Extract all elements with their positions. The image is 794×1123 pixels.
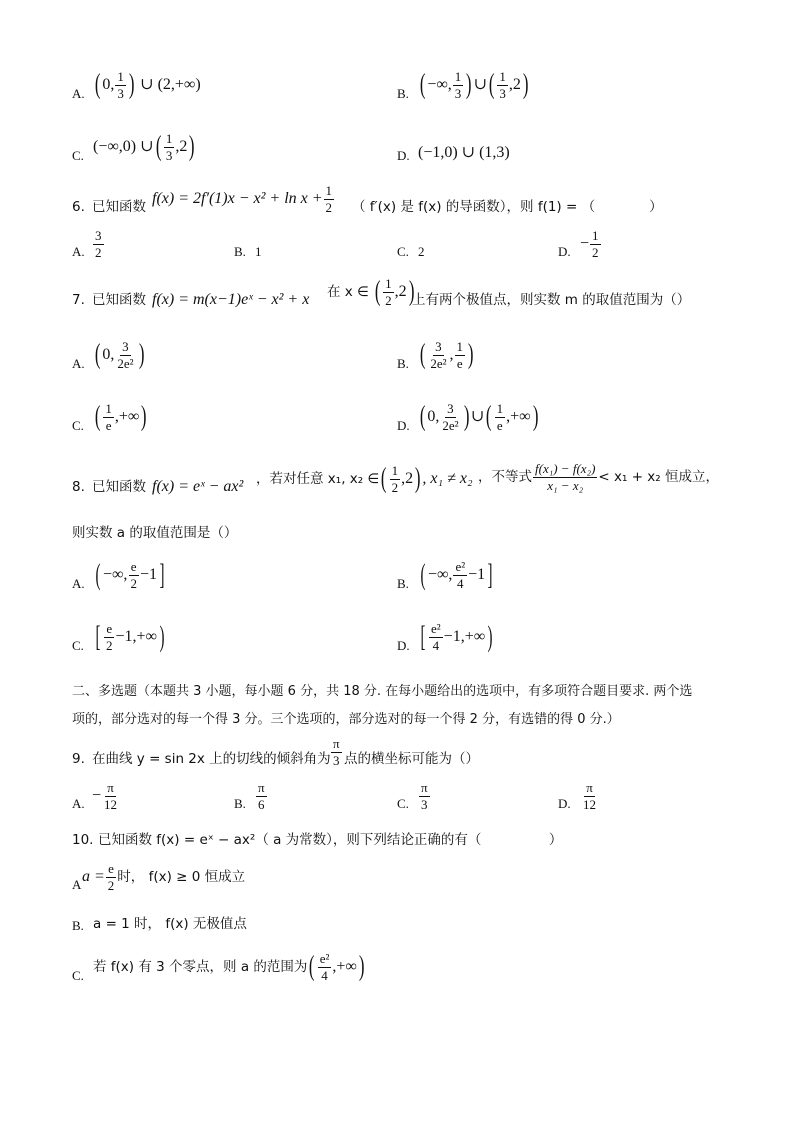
- q9-stem-a: 在曲线 y = sin 2x 上的切线的倾斜角为: [92, 751, 331, 767]
- q9-angle: $\frac{\pi}{3}$: [333, 736, 340, 768]
- q7-option-d-label: D.: [397, 418, 410, 433]
- q6-option-d: − $\frac{1}{2}$: [580, 228, 599, 260]
- q7-number: 7.: [72, 292, 85, 308]
- q8-option-a: ( −∞, $\frac{e}{2}$ −1]: [95, 558, 165, 592]
- q7-option-b-label: B.: [397, 356, 409, 371]
- q10-option-b: a = 1 时， f(x) 无极值点: [93, 916, 247, 932]
- q10-option-a-label: A: [72, 877, 82, 892]
- q6-option-c: 2: [418, 244, 425, 259]
- q8-stem-prefix: 已知函数: [92, 479, 146, 495]
- q8-option-a-label: A.: [72, 576, 85, 591]
- q9-option-c-label: C.: [397, 796, 409, 811]
- q5-option-b-label: B.: [397, 86, 409, 101]
- q9-number: 9.: [72, 751, 85, 767]
- q8-option-d-label: D.: [397, 638, 410, 653]
- q7-option-b: ( $\frac{3}{\text{2e²}}$ , $\frac{1}{e}$ ): [419, 339, 474, 371]
- q8-function: f(x) = eˣ − ax²: [152, 478, 244, 495]
- q10-option-a: a = $\frac{e}{2}$ 时， f(x) ≥ 0 恒成立: [82, 861, 246, 893]
- q6-stem-prefix: 已知函数: [92, 199, 146, 215]
- q6-function: f(x) = 2f′(1)x − x² + ln x + $\frac{1}{2}$: [152, 183, 333, 215]
- q5-option-c: (−∞,0) ∪( $\frac{1}{3}$ ,2): [93, 131, 195, 163]
- q8-number: 8.: [72, 479, 85, 495]
- q8-option-d: [ $\frac{\text{e²}}{4}$ −1,+∞): [420, 620, 493, 654]
- q9-option-a: − $\frac{\pi}{12}$: [92, 780, 118, 812]
- q5-option-d: (−1,0) ∪ (1,3): [418, 144, 510, 161]
- q6-option-c-label: C.: [397, 244, 409, 259]
- q9-option-c: $\frac{\pi}{3}$: [421, 780, 428, 812]
- q10-number: 10.: [72, 832, 94, 848]
- q8-option-b: ( −∞, $\frac{\text{e²}}{4}$ −1]: [420, 558, 493, 592]
- q9-option-d: $\frac{\pi}{12}$: [583, 780, 596, 812]
- q8-inequality: ，不等式 $\frac{\text{f(x₁) − f(x₂)}}{\text{x₁ − x₂}}$ < x₁ + x₂ 恒成立，: [478, 461, 719, 493]
- q10-option-b-label: B.: [72, 918, 84, 933]
- q8-option-c: [ $\frac{e}{2}$ −1,+∞): [95, 620, 165, 654]
- q8-domain: ，若对任意 x₁, x₂ ∈( $\frac{1}{2}$ ,2) , x₁ ≠ x₂: [256, 463, 473, 495]
- q7-tail: 上有两个极值点，则实数 m 的取值范围为（）: [412, 292, 691, 308]
- q9-option-b: $\frac{\pi}{6}$: [258, 780, 265, 812]
- q5-option-b: ( −∞, $\frac{1}{3}$ ) ∪( $\frac{1}{3}$ ,2): [419, 69, 529, 101]
- q9-stem-b: 点的横坐标可能为（）: [344, 751, 479, 767]
- q8-line2: 则实数 a 的取值范围是（）: [72, 525, 238, 541]
- section2-line1: 二、多选题（本题共 3 小题，每小题 6 分，共 18 分. 在每小题给出的选项中，有多项符合题目要求. 两个选: [72, 684, 693, 699]
- q5-option-d-label: D.: [397, 148, 410, 163]
- section2-line2: 项的，部分选对的每一个得 3 分。三个选项的，部分选对的每一个得 2 分，有选错的得 0 分.）: [72, 712, 620, 727]
- q10-option-c: 若 f(x) 有 3 个零点，则 a 的范围为( $\frac{\text{e²}}{4}$ ,+∞): [93, 951, 365, 983]
- q6-option-b-label: B.: [234, 244, 246, 259]
- q8-option-c-label: C.: [72, 638, 84, 653]
- q7-option-a-label: A.: [72, 356, 85, 371]
- q6-note: （ f′(x) 是 f(x) 的导函数），则 f(1) = （ ）: [352, 199, 663, 215]
- q6-option-d-label: D.: [558, 244, 571, 259]
- q6-option-a: $\frac{3}{2}$: [95, 228, 102, 260]
- q6-option-b: 1: [255, 244, 262, 259]
- q6-option-a-label: A.: [72, 244, 85, 259]
- q6-number: 6.: [72, 199, 85, 215]
- q7-function: f(x) = m(x−1)eˣ − x² + x: [152, 291, 310, 308]
- q7-option-d: ( 0, $\frac{3}{\text{2e²}}$ ) ∪( $\frac{1}{e}$ ,+∞): [419, 401, 538, 433]
- q8-option-b-label: B.: [397, 576, 409, 591]
- q7-stem-prefix: 已知函数: [92, 292, 146, 308]
- q10-option-c-label: C.: [72, 968, 84, 983]
- q7-option-a: ( 0, $\frac{3}{\text{2e²}}$ ): [94, 339, 144, 371]
- q9-option-a-label: A.: [72, 796, 85, 811]
- q10-stem: 已知函数 f(x) = eˣ − ax²（ a 为常数），则下列结论正确的有（ ）: [98, 832, 563, 848]
- q7-domain: 在 x ∈ ( $\frac{1}{2}$ ,2): [327, 276, 415, 308]
- q7-option-c: ( $\frac{1}{e}$ ,+∞): [94, 401, 147, 433]
- q9-option-d-label: D.: [558, 796, 571, 811]
- q5-option-a-label: A.: [72, 86, 85, 101]
- q7-option-c-label: C.: [72, 418, 84, 433]
- q5-option-a: ( 0, $\frac{1}{3}$ ) ∪ (2,+∞): [94, 69, 201, 101]
- q9-option-b-label: B.: [234, 796, 246, 811]
- q5-option-c-label: C.: [72, 148, 84, 163]
